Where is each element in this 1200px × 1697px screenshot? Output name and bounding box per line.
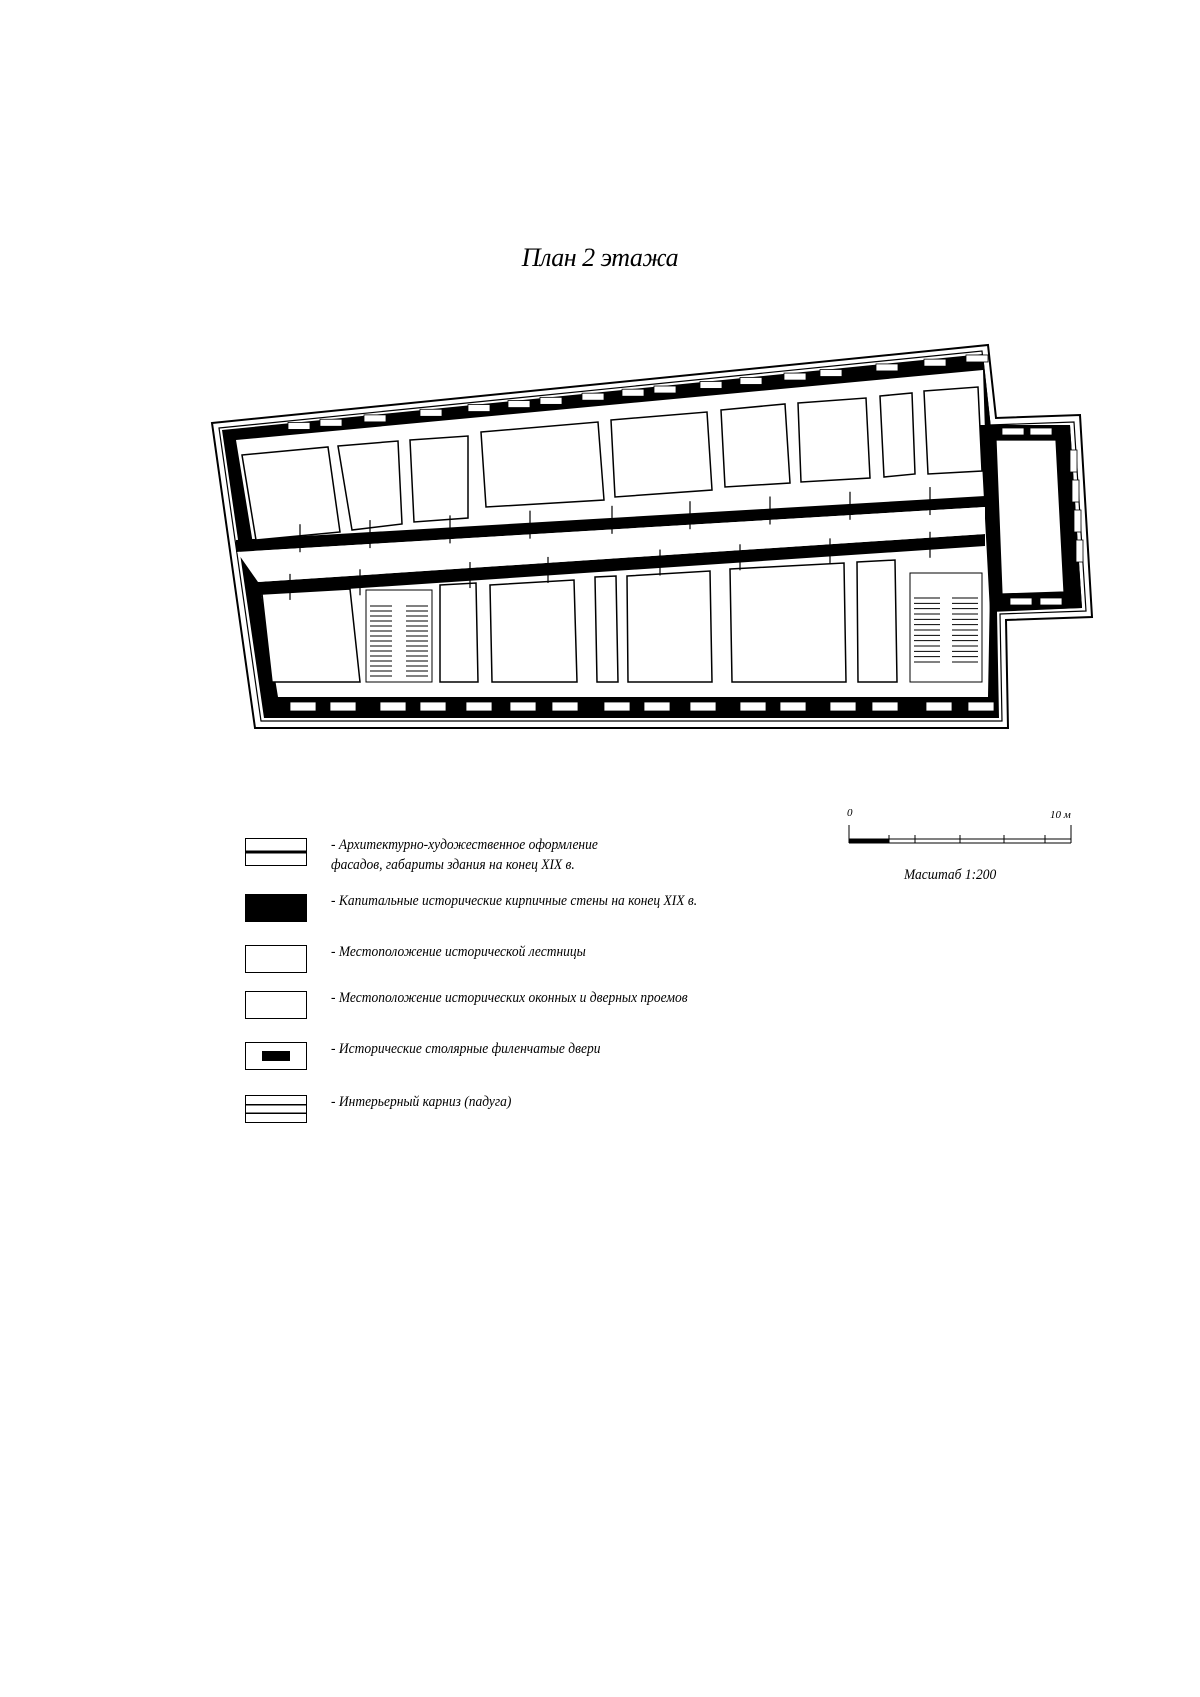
- room-n8: [880, 393, 915, 477]
- floor-plan: [0, 0, 1200, 760]
- room-n1: [242, 447, 340, 540]
- window: [926, 702, 952, 711]
- window: [380, 702, 406, 711]
- scale-end-label: 10 м: [1050, 809, 1071, 821]
- window: [654, 386, 676, 393]
- scale-bar: [840, 815, 1080, 855]
- window: [1070, 450, 1077, 472]
- window: [466, 702, 492, 711]
- window: [644, 702, 670, 711]
- room-s1: [262, 589, 360, 682]
- legend-swatch-doors: [245, 1042, 307, 1070]
- room-n3: [410, 436, 468, 522]
- window: [876, 364, 898, 371]
- room-n5: [611, 412, 712, 497]
- window: [872, 702, 898, 711]
- window: [582, 393, 604, 400]
- legend-text-stairs: - Местоположение исторической лестницы: [331, 944, 586, 960]
- window: [830, 702, 856, 711]
- room-n7: [798, 398, 870, 482]
- room-s2: [440, 583, 478, 682]
- window: [1040, 598, 1062, 605]
- scale-start-label: 0: [847, 807, 853, 819]
- legend-swatch-stairs: [245, 945, 307, 973]
- window: [784, 373, 806, 380]
- window: [330, 702, 356, 711]
- window: [1076, 540, 1083, 562]
- window: [924, 359, 946, 366]
- window: [1074, 510, 1081, 532]
- window: [1030, 428, 1052, 435]
- legend-text-walls: - Капитальные исторические кирпичные стены на конец XIX в.: [331, 893, 698, 909]
- room-n4: [481, 422, 604, 507]
- legend-text-doors: - Исторические столярные филенчатые двери: [331, 1041, 601, 1057]
- legend-text-cornice: - Интерьерный карниз (падуга): [331, 1094, 512, 1110]
- room-s4: [595, 576, 618, 682]
- legend-text-facades: - Архитектурно-художественное оформление: [331, 837, 598, 853]
- window: [622, 389, 644, 396]
- staircase-east: [910, 573, 982, 682]
- window: [288, 422, 310, 429]
- window: [540, 397, 562, 404]
- window: [320, 419, 342, 426]
- window: [604, 702, 630, 711]
- window: [420, 409, 442, 416]
- window: [690, 702, 716, 711]
- room-n9: [924, 387, 982, 474]
- window: [1002, 428, 1024, 435]
- scale-caption: Масштаб 1:200: [904, 867, 997, 883]
- window: [700, 381, 722, 388]
- legend-swatch-facades: [245, 838, 307, 866]
- legend-text-facades-1: фасадов, габариты здания на конец XIX в.: [331, 857, 575, 873]
- window: [420, 702, 446, 711]
- room-n2: [338, 441, 402, 530]
- window: [364, 415, 386, 422]
- window: [740, 377, 762, 384]
- window: [510, 702, 536, 711]
- room-n6: [721, 404, 790, 487]
- legend-swatch-cornice: [245, 1095, 307, 1123]
- window: [1010, 598, 1032, 605]
- window: [820, 369, 842, 376]
- room-s7: [857, 560, 897, 682]
- room-s5: [627, 571, 712, 682]
- window: [552, 702, 578, 711]
- window: [966, 355, 988, 362]
- window: [468, 405, 490, 412]
- window: [508, 401, 530, 408]
- window: [290, 702, 316, 711]
- room-s6: [730, 563, 846, 682]
- legend-swatch-walls: [245, 894, 307, 922]
- plan-title: План 2 этажа: [521, 243, 679, 272]
- window: [740, 702, 766, 711]
- window: [780, 702, 806, 711]
- annex-room: [996, 440, 1064, 594]
- legend-text-openings: - Местоположение исторических оконных и дверных проемов: [331, 990, 688, 1006]
- window: [968, 702, 994, 711]
- staircase-west: [366, 590, 432, 682]
- legend-swatch-openings: [245, 991, 307, 1019]
- room-s3: [490, 580, 577, 682]
- door-symbol-icon: [262, 1051, 290, 1061]
- window: [1072, 480, 1079, 502]
